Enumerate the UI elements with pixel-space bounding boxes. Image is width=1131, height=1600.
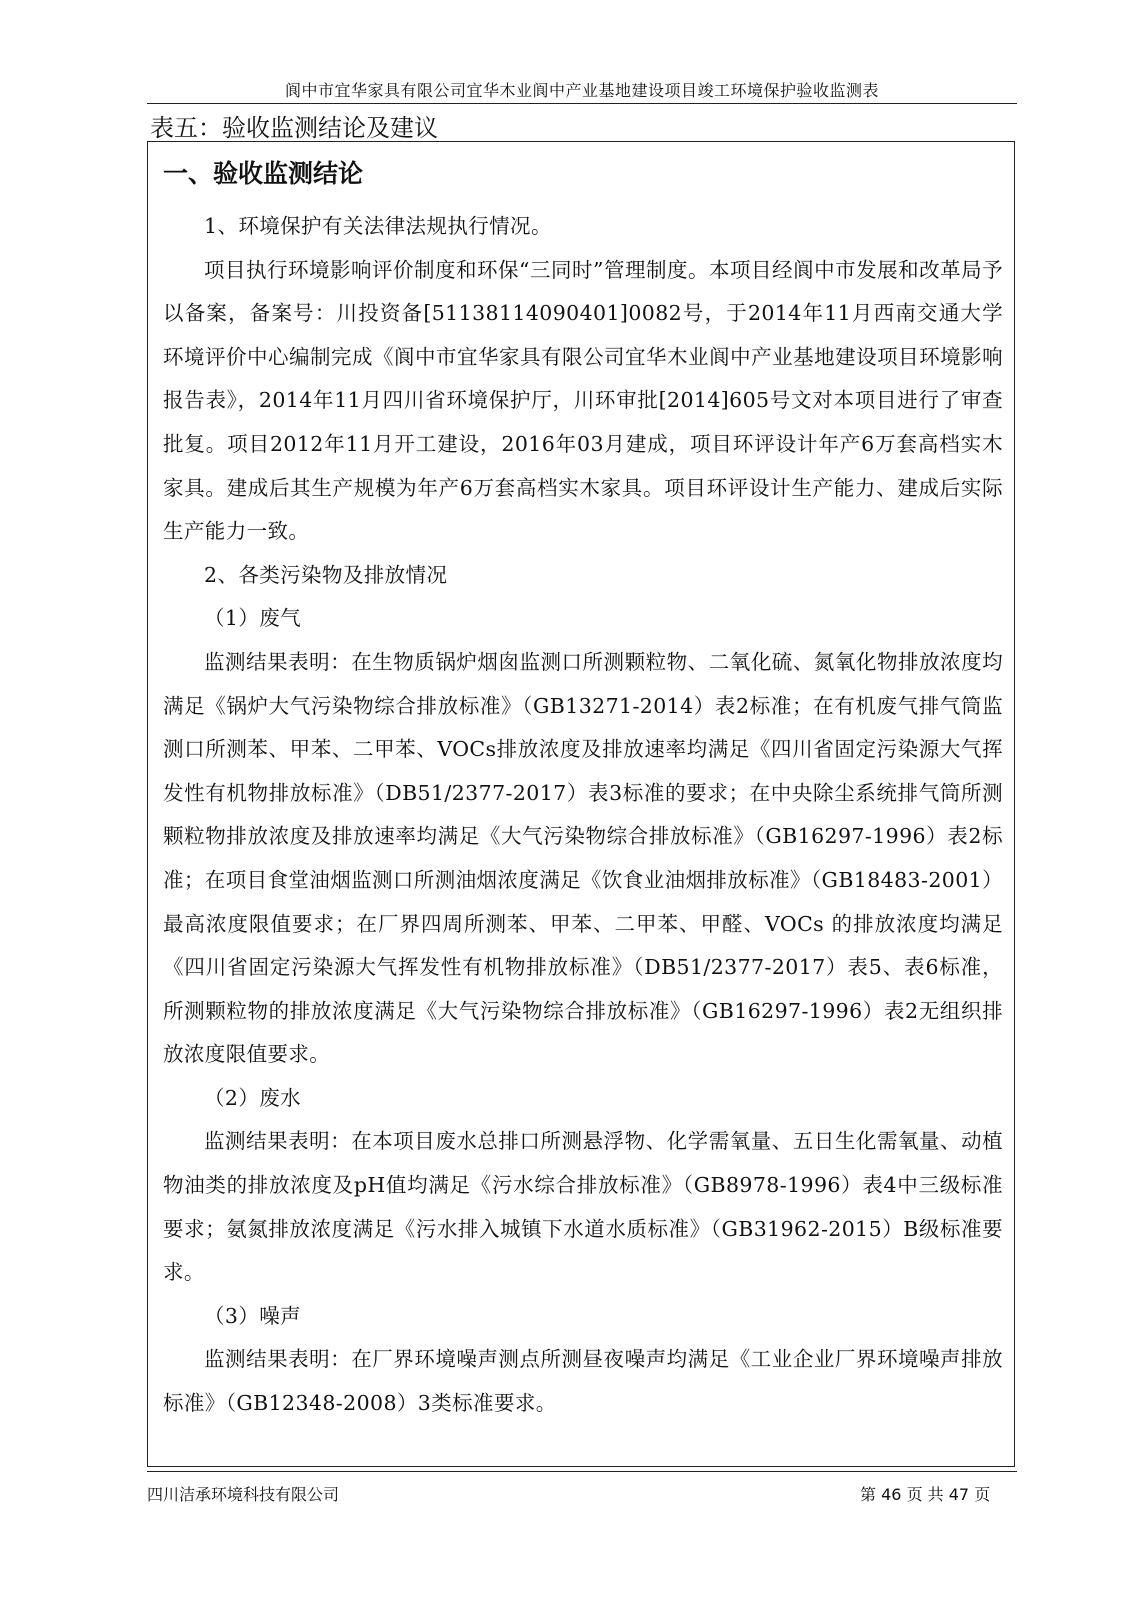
paragraph-pollutants-heading: 2、各类污染物及排放情况: [204, 562, 448, 587]
paragraph-wastewater-body: 监测结果表明：在本项目废水总排口所测悬浮物、化学需氧量、五日生化需氧量、动植物油类的排放浓度及pH值均满足《污水综合排放标准》（GB8978-1996）表4中三级标准要求；氨氮排放浓度满足《污水排入城镇下水道水质标准》（GB31962-2015）B级标准要求。: [163, 1129, 1003, 1285]
content-body: [163, 205, 1003, 1426]
page-total: 47: [948, 1485, 970, 1504]
paragraph-waste-gas-body: 监测结果表明：在生物质锅炉烟囱监测口所测颗粒物、二氧化硫、氮氧化物排放浓度均满足《锅炉大气污染物综合排放标准》（GB13271-2014）表2标准；在有机废气排气筒监测口所测苯、甲苯、二甲苯、VOCs排放浓度及排放速率均满足《四川省固定污染源大气挥发性有机物排放标准》（DB51/2377-2017）表3标准的要求；在中央除尘系统排气筒所测颗粒物排放浓度及排放速率均满足《大气污染物综合排放标准》（GB16297-1996）表2标准；在项目食堂油烟监测口所测油烟浓度满足《饮食业油烟排放标准》（GB18483-2001）最高浓度限值要求；在厂界四周所测苯、甲苯、二甲苯、甲醛、VOCs 的排放浓度均满足《四川省固定污染源大气挥发性有机物排放标准》（DB51/2377-2017）表5、表6标准，所测颗粒物的排放浓度满足《大气污染物综合排放标准》（GB16297-1996）表2无组织排放浓度限值要求。: [163, 649, 1003, 1067]
paragraph-waste-gas-heading: （1）废气: [204, 606, 302, 631]
footer-company: 四川洁承环境科技有限公司: [147, 1485, 340, 1504]
page-suffix: 页: [974, 1485, 991, 1504]
header-divider: [147, 103, 1017, 104]
paragraph-noise-heading: （3）噪声: [204, 1303, 302, 1328]
page-prefix: 第: [860, 1485, 877, 1504]
paragraph-wastewater-heading: （2）废水: [204, 1085, 302, 1110]
footer-divider: [147, 1471, 1017, 1472]
page-number: [860, 1482, 990, 1505]
section-heading: 一、验收监测结论: [163, 159, 364, 188]
page-current: 46: [881, 1485, 902, 1504]
table-title: 表五：验收监测结论及建议: [150, 114, 438, 142]
paragraph-regulation-heading: 1、环境保护有关法律法规执行情况。: [204, 214, 552, 238]
page-middle: 页 共: [906, 1485, 944, 1504]
paragraph-regulation-body: 项目执行环境影响评价制度和环保“三同时”管理制度。本项目经阆中市发展和改革局予以备案，备案号：川投资备[51138114090401]0082号，于2014年11月西南交通大学环境评价中心编制完成《阆中市宜华家具有限公司宜华木业阆中产业基地建设项目环境影响报告表》，2014年11月四川省环境保护厅，川环审批[2014]605号文对本项目进行了审查批复。项目2012年11月开工建设，2016年03月建成，项目环评设计年产6万套高档实木家具。建成后其生产规模为年产6万套高档实木家具。项目环评设计生产能力、建成后实际生产能力一致。: [163, 257, 1003, 544]
paragraph-noise-body: 监测结果表明：在厂界环境噪声测点所测昼夜噪声均满足《工业企业厂界环境噪声排放标准》（GB12348-2008）3类标准要求。: [163, 1347, 1003, 1416]
document-header: 阆中市宜华家具有限公司宜华木业阆中产业基地建设项目竣工环境保护验收监测表: [284, 81, 879, 100]
